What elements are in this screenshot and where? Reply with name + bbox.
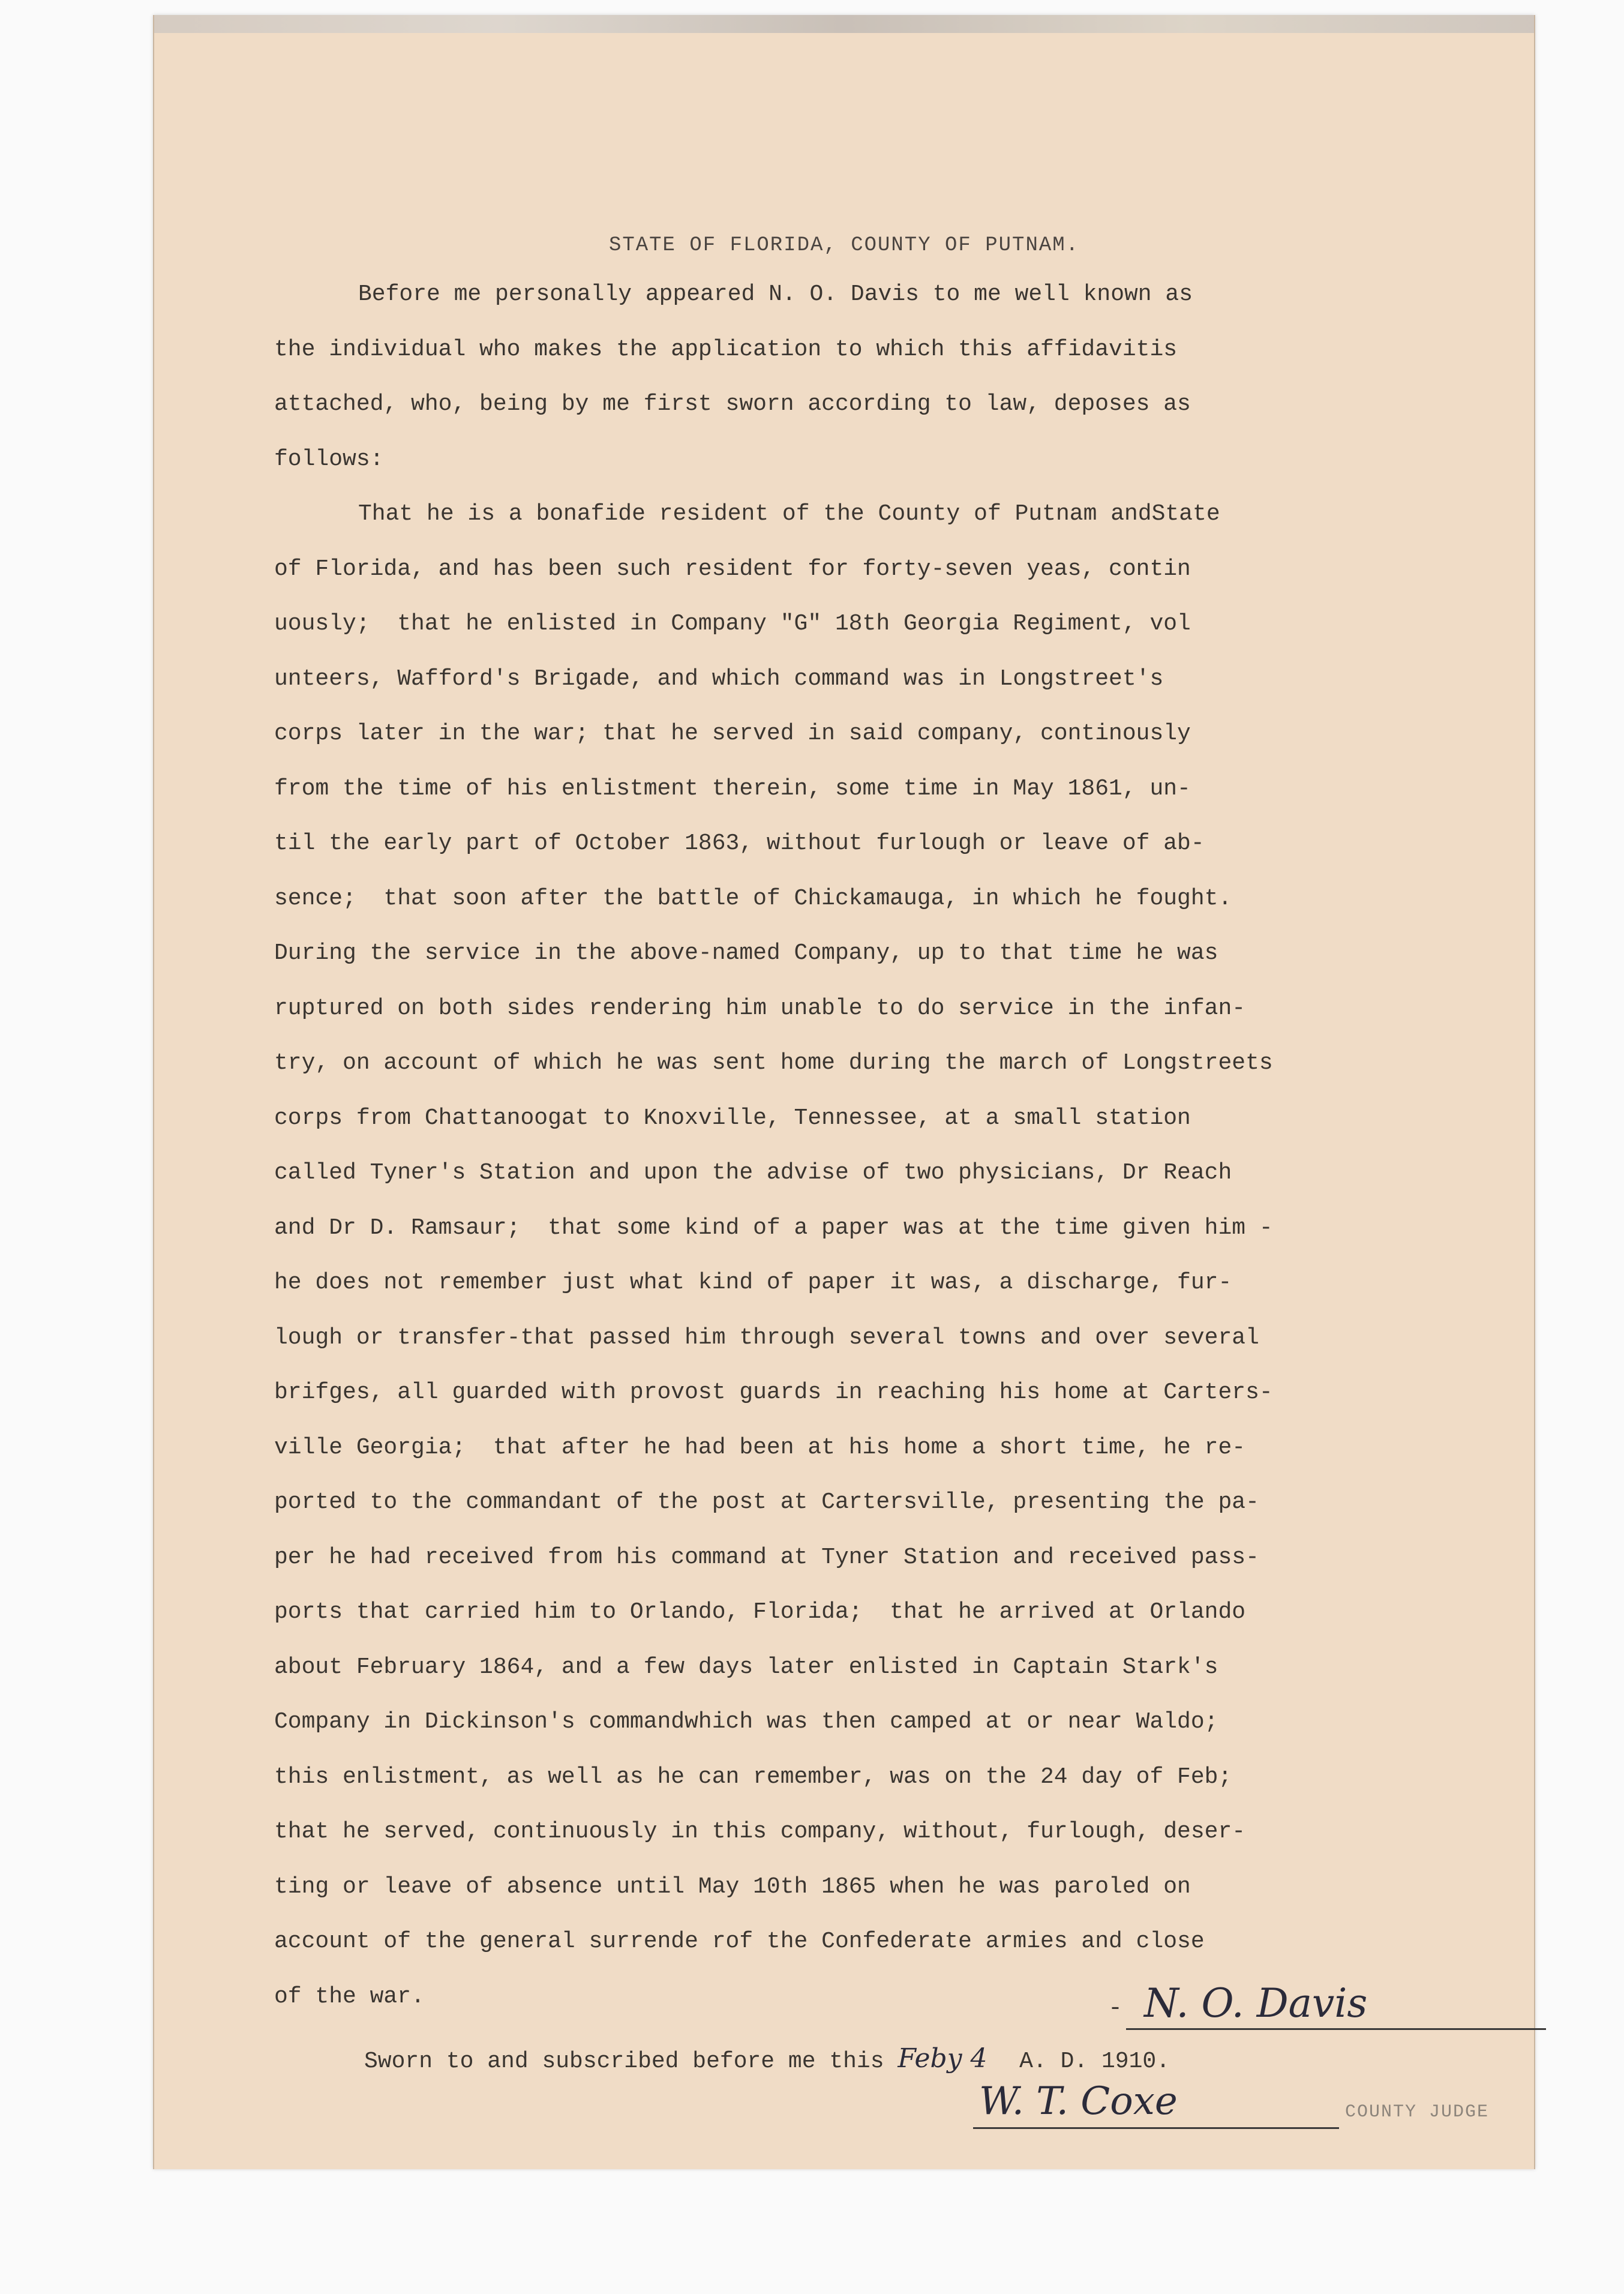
text-line: follows:	[274, 446, 384, 472]
judge-title: COUNTY JUDGE	[1345, 2102, 1490, 2122]
text-line: that he served, continuously in this company, without, furlough, deser-	[274, 1819, 1246, 1845]
text-line: the individual who makes the application to which this affidavitis	[274, 336, 1178, 362]
text-line: unteers, Wafford's Brigade, and which command was in Longstreet's	[274, 665, 1164, 692]
text-line: sence; that soon after the battle of Chickamauga, in which he fought.	[274, 885, 1232, 911]
text-line: attached, who, being by me first sworn according to law, deposes as	[274, 391, 1191, 417]
text-line: Company in Dickinson's commandwhich was then camped at or near Waldo;	[274, 1709, 1218, 1735]
judge-signature-line	[973, 2079, 1339, 2129]
text-line: of Florida, and has been such resident for forty-seven yeas, contin	[274, 556, 1191, 582]
text-line: ville Georgia; that after he had been at his home a short time, he re-	[274, 1434, 1246, 1461]
text-line: this enlistment, as well as he can remember, was on the 24 day of Feb;	[274, 1764, 1232, 1790]
text-line: Before me personally appeared N. O. Davis to me well known as	[358, 281, 1193, 307]
text-line: til the early part of October 1863, without furlough or leave of ab-	[274, 830, 1205, 856]
sworn-prefix: Sworn to and subscribed before me this	[364, 2049, 884, 2074]
sworn-suffix: A. D. 1910.	[1019, 2049, 1170, 2074]
text-line: he does not remember just what kind of paper it was, a discharge, fur-	[274, 1270, 1232, 1296]
sworn-date: Feby 4	[897, 2043, 987, 2074]
text-line: and Dr D. Ramsaur; that some kind of a paper was at the time given him -	[274, 1215, 1273, 1241]
text-line: corps later in the war; that he served in said company, continously	[274, 721, 1191, 746]
text-line: per he had received from his command at Tyner Station and received pass-	[274, 1544, 1259, 1570]
text-line: account of the general surrende rof the Confederate armies and close	[274, 1929, 1205, 1954]
applicant-signature-line	[1126, 1980, 1546, 2030]
affidavit-body	[274, 267, 1480, 2024]
text-line: That he is a bonafide resident of the County of Putnam andState	[358, 501, 1220, 527]
sworn-statement	[364, 2043, 1170, 2074]
text-line: about February 1864, and a few days later enlisted in Captain Stark's	[274, 1654, 1218, 1680]
text-line: ported to the commandant of the post at Cartersville, presenting the pa-	[274, 1489, 1259, 1515]
text-line: lough or transfer-that passed him through several towns and over several	[274, 1324, 1259, 1351]
document-heading: STATE OF FLORIDA, COUNTY OF PUTNAM.	[608, 234, 1080, 257]
document-page	[153, 15, 1535, 2169]
text-line: uously; that he enlisted in Company "G" 18th Georgia Regiment, vol	[274, 611, 1191, 637]
signature-dash: -	[1108, 1995, 1123, 2022]
applicant-signature: N. O. Davis	[1144, 1980, 1368, 2026]
scan-edge-stripe	[154, 15, 1534, 33]
text-line: called Tyner's Station and upon the advise of two physicians, Dr Reach	[274, 1160, 1232, 1186]
text-line: corps from Chattanoogat to Knoxville, Tennessee, at a small station	[274, 1105, 1191, 1131]
text-line: of the war.	[274, 1983, 425, 2010]
text-line: During the service in the above-named Company, up to that time he was	[274, 940, 1218, 966]
text-line: try, on account of which he was sent home during the march of Longstreets	[274, 1050, 1273, 1076]
text-line: ports that carried him to Orlando, Florida; that he arrived at Orlando	[274, 1599, 1246, 1625]
text-line: ruptured on both sides rendering him unable to do service in the infan-	[274, 995, 1246, 1021]
judge-signature: W. T. Coxe	[979, 2079, 1178, 2124]
text-line: brifges, all guarded with provost guards in reaching his home at Carters-	[274, 1380, 1273, 1405]
text-line: from the time of his enlistment therein, some time in May 1861, un-	[274, 775, 1191, 802]
text-line: ting or leave of absence until May 10th 1865 when he was paroled on	[274, 1873, 1191, 1900]
